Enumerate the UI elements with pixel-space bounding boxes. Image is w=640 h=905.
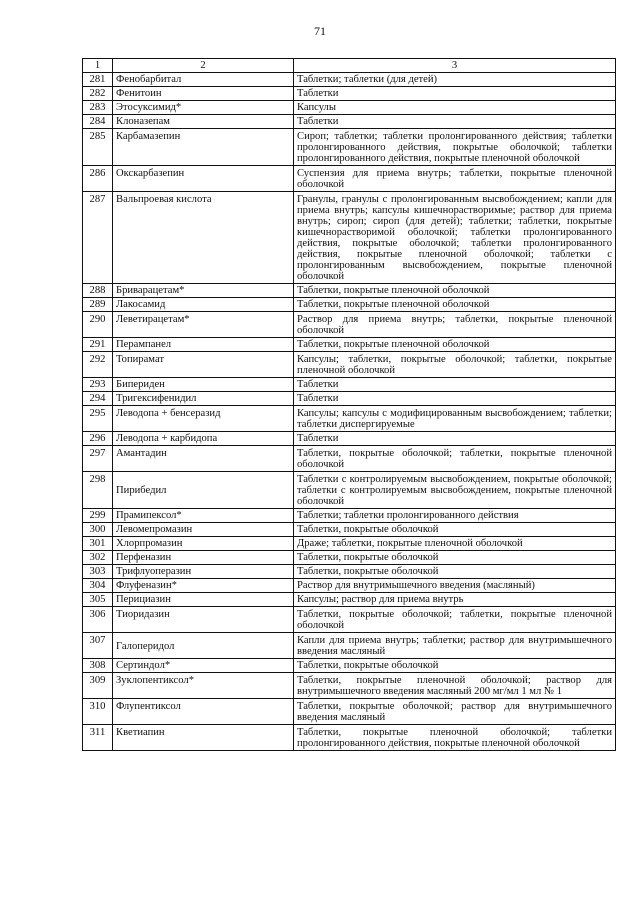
table-row — [83, 659, 616, 673]
header-col-2: 2 — [113, 59, 294, 73]
dosage-form: Таблетки — [294, 115, 616, 129]
row-number: 296 — [83, 432, 113, 446]
drug-name: Флуфеназин* — [113, 579, 294, 593]
row-number: 281 — [83, 73, 113, 87]
row-number: 309 — [83, 673, 113, 699]
row-number: 300 — [83, 523, 113, 537]
table-row — [83, 338, 616, 352]
row-number: 310 — [83, 699, 113, 725]
row-number: 293 — [83, 378, 113, 392]
dosage-form: Капли для приема внутрь; таблетки; раствор для внутримышечного введения масляный — [294, 633, 616, 659]
drug-name: Амантадин — [113, 446, 294, 472]
dosage-form: Суспензия для приема внутрь; таблетки, покрытые пленочной оболочкой — [294, 166, 616, 192]
dosage-form: Таблетки — [294, 432, 616, 446]
drug-name: Этосуксимид* — [113, 101, 294, 115]
row-number: 308 — [83, 659, 113, 673]
row-number: 299 — [83, 509, 113, 523]
dosage-form: Таблетки, покрытые оболочкой; таблетки, покрытые пленочной оболочкой — [294, 607, 616, 633]
table-row — [83, 298, 616, 312]
dosage-form: Капсулы; таблетки, покрытые оболочкой; таблетки, покрытые пленочной оболочкой — [294, 352, 616, 378]
row-number: 295 — [83, 406, 113, 432]
row-number: 304 — [83, 579, 113, 593]
dosage-form: Таблетки, покрытые пленочной оболочкой — [294, 298, 616, 312]
drug-name: Тиоридазин — [113, 607, 294, 633]
row-number: 311 — [83, 725, 113, 751]
drug-name: Леводопа + бенсеразид — [113, 406, 294, 432]
row-number: 282 — [83, 87, 113, 101]
dosage-form: Капсулы — [294, 101, 616, 115]
table-row — [83, 115, 616, 129]
dosage-form: Таблетки; таблетки (для детей) — [294, 73, 616, 87]
dosage-form: Таблетки с контролируемым высвобождением, покрытые оболочкой; таблетки с контролируемым высвобождением, покрытые пленочной оболочкой — [294, 472, 616, 509]
row-number: 301 — [83, 537, 113, 551]
table-row — [83, 699, 616, 725]
dosage-form: Гранулы, гранулы с пролонгированным высвобождением; капли для приема внутрь; капсулы кишечнорастворимые; раствор для приема внутрь; сироп; сироп (для детей); таблетки; таблетки, покрытые кишечнорастворимой оболочкой; таблетки пролонгированного действия, покрытые оболочкой; таблетки пролонгированного действия, покрытые пленочной оболочкой; таблетки с пролонгированным высвобождением, покрытые пленочной оболочкой — [294, 192, 616, 284]
row-number: 290 — [83, 312, 113, 338]
row-number: 305 — [83, 593, 113, 607]
table-row — [83, 633, 616, 659]
drug-name: Бипериден — [113, 378, 294, 392]
table-row — [83, 192, 616, 284]
dosage-form: Таблетки — [294, 87, 616, 101]
dosage-form: Таблетки, покрытые оболочкой; раствор для внутримышечного введения масляный — [294, 699, 616, 725]
dosage-form: Раствор для внутримышечного введения (масляный) — [294, 579, 616, 593]
drug-name: Флупентиксол — [113, 699, 294, 725]
drug-name: Фенобарбитал — [113, 73, 294, 87]
drug-name: Топирамат — [113, 352, 294, 378]
table-row — [83, 73, 616, 87]
row-number: 291 — [83, 338, 113, 352]
row-number: 289 — [83, 298, 113, 312]
table-row — [83, 129, 616, 166]
header-col-1: 1 — [83, 59, 113, 73]
dosage-form: Таблетки, покрытые пленочной оболочкой — [294, 284, 616, 298]
drug-name: Леветирацетам* — [113, 312, 294, 338]
table-header-row — [83, 59, 616, 73]
dosage-form: Драже; таблетки, покрытые пленочной оболочкой — [294, 537, 616, 551]
drug-table — [82, 58, 616, 751]
row-number: 287 — [83, 192, 113, 284]
row-number: 307 — [83, 633, 113, 659]
table-row — [83, 472, 616, 509]
dosage-form: Таблетки, покрытые пленочной оболочкой — [294, 338, 616, 352]
table-row — [83, 101, 616, 115]
drug-name: Пирибедил — [113, 472, 294, 509]
table-row — [83, 725, 616, 751]
dosage-form: Таблетки — [294, 392, 616, 406]
row-number: 288 — [83, 284, 113, 298]
row-number: 286 — [83, 166, 113, 192]
drug-name: Леводопа + карбидопа — [113, 432, 294, 446]
drug-name: Тригексифенидил — [113, 392, 294, 406]
table-row — [83, 565, 616, 579]
drug-name: Перампанел — [113, 338, 294, 352]
dosage-form: Таблетки, покрытые пленочной оболочкой; таблетки пролонгированного действия, покрытые пленочной оболочкой — [294, 725, 616, 751]
dosage-form: Сироп; таблетки; таблетки пролонгированного действия; таблетки пролонгированного действия, покрытые оболочкой; таблетки пролонгированного действия, покрытые пленочной оболочкой — [294, 129, 616, 166]
dosage-form: Раствор для приема внутрь; таблетки, покрытые пленочной оболочкой — [294, 312, 616, 338]
drug-name: Зуклопентиксол* — [113, 673, 294, 699]
drug-name: Перициазин — [113, 593, 294, 607]
table-row — [83, 593, 616, 607]
header-col-3: 3 — [294, 59, 616, 73]
dosage-form: Таблетки, покрытые оболочкой — [294, 523, 616, 537]
table-row — [83, 509, 616, 523]
row-number: 283 — [83, 101, 113, 115]
drug-name: Сертиндол* — [113, 659, 294, 673]
row-number: 303 — [83, 565, 113, 579]
row-number: 297 — [83, 446, 113, 472]
drug-name: Фенитоин — [113, 87, 294, 101]
table-row — [83, 673, 616, 699]
drug-name: Хлорпромазин — [113, 537, 294, 551]
row-number: 298 — [83, 472, 113, 509]
dosage-form: Капсулы; раствор для приема внутрь — [294, 593, 616, 607]
drug-name: Трифлуоперазин — [113, 565, 294, 579]
dosage-form: Таблетки, покрытые оболочкой — [294, 659, 616, 673]
table-row — [83, 432, 616, 446]
table-row — [83, 392, 616, 406]
row-number: 306 — [83, 607, 113, 633]
drug-name: Вальпроевая кислота — [113, 192, 294, 284]
drug-name: Лакосамид — [113, 298, 294, 312]
drug-name: Перфеназин — [113, 551, 294, 565]
table-row — [83, 284, 616, 298]
drug-name: Карбамазепин — [113, 129, 294, 166]
dosage-form: Таблетки, покрытые оболочкой — [294, 551, 616, 565]
table-row — [83, 446, 616, 472]
table-row — [83, 537, 616, 551]
drug-name: Галоперидол — [113, 633, 294, 659]
row-number: 284 — [83, 115, 113, 129]
table-row — [83, 166, 616, 192]
drug-name: Клоназепам — [113, 115, 294, 129]
table-row — [83, 378, 616, 392]
dosage-form: Таблетки, покрытые оболочкой; таблетки, покрытые пленочной оболочкой — [294, 446, 616, 472]
dosage-form: Таблетки — [294, 378, 616, 392]
table-row — [83, 406, 616, 432]
dosage-form: Капсулы; капсулы с модифицированным высвобождением; таблетки; таблетки диспергируемые — [294, 406, 616, 432]
table-row — [83, 87, 616, 101]
table-row — [83, 312, 616, 338]
drug-name: Кветиапин — [113, 725, 294, 751]
table-row — [83, 607, 616, 633]
drug-table-body — [83, 59, 616, 751]
table-row — [83, 352, 616, 378]
drug-name: Бриварацетам* — [113, 284, 294, 298]
drug-name: Прамипексол* — [113, 509, 294, 523]
dosage-form: Таблетки, покрытые оболочкой — [294, 565, 616, 579]
table-row — [83, 551, 616, 565]
table-row — [83, 579, 616, 593]
dosage-form: Таблетки; таблетки пролонгированного действия — [294, 509, 616, 523]
row-number: 285 — [83, 129, 113, 166]
drug-name: Окскарбазепин — [113, 166, 294, 192]
dosage-form: Таблетки, покрытые пленочной оболочкой; раствор для внутримышечного введения масляный 200 мг/мл 1 мл № 1 — [294, 673, 616, 699]
row-number: 302 — [83, 551, 113, 565]
row-number: 294 — [83, 392, 113, 406]
drug-name: Левомепромазин — [113, 523, 294, 537]
table-row — [83, 523, 616, 537]
page-number: 71 — [314, 24, 326, 38]
row-number: 292 — [83, 352, 113, 378]
